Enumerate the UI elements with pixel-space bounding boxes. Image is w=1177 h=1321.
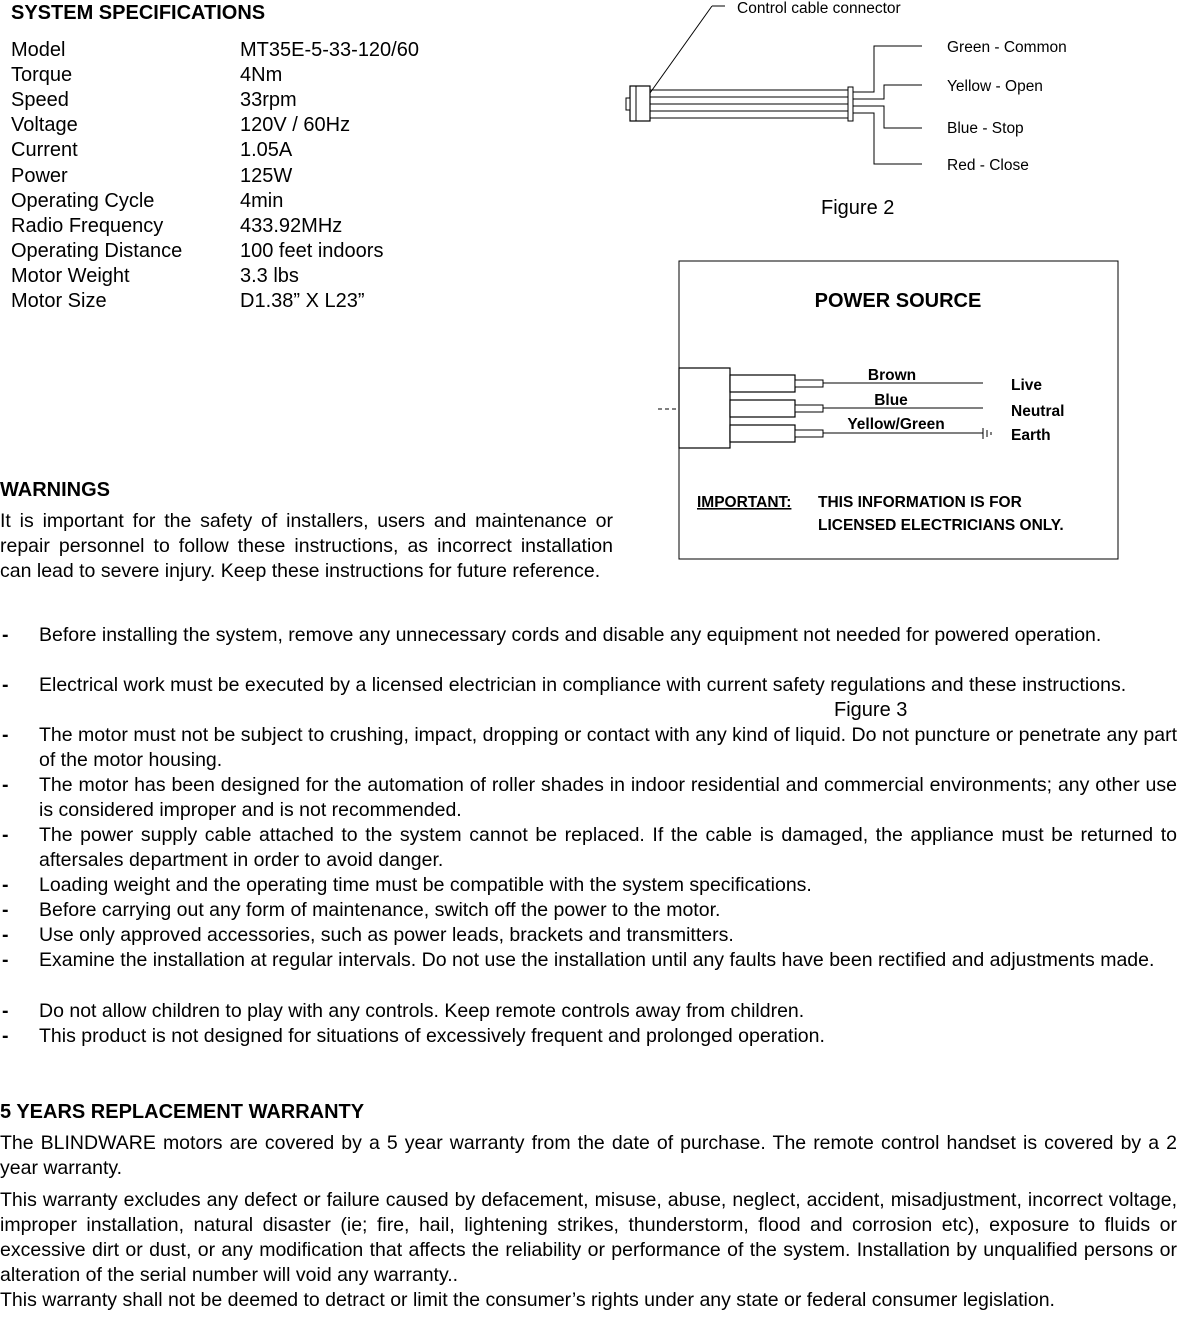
warning-text: The motor must not be subject to crushing, impact, dropping or contact with any kind of liquid. Do not puncture or penetrate any part of the motor housing. (39, 724, 1177, 771)
warnings-heading: WARNINGS (0, 479, 110, 501)
spec-value: 125W (240, 165, 293, 187)
important-label: IMPORTANT: (697, 494, 792, 511)
bullet-dash: - (2, 624, 9, 646)
ferrule (795, 380, 823, 387)
connector-tab (626, 98, 630, 110)
cable-sleeve-blue (730, 400, 795, 417)
warranty-heading: 5 YEARS REPLACEMENT WARRANTY (0, 1101, 365, 1123)
warning-text: The power supply cable attached to the system cannot be replaced. If the cable is damaged, the appliance must be returned to aftersales department in order to avoid danger. (39, 824, 1177, 871)
spec-value: 4min (240, 190, 284, 212)
figure2-diagram (600, 0, 1177, 180)
bullet-dash: - (2, 674, 9, 696)
warning-text: Before installing the system, remove any unnecessary cords and disable any equipment not needed for powered operation. (39, 624, 1102, 646)
spec-label: Operating Cycle (11, 190, 155, 212)
spec-value: 4Nm (240, 64, 283, 86)
spec-label: Model (11, 39, 66, 61)
warnings-intro: It is important for the safety of installers, users and maintenance or repair personnel to follow these instructions, as incorrect installation can lead to severe injury. Keep these instructions for future reference. (0, 510, 613, 582)
connector-label: Control cable connector (737, 0, 901, 17)
ferrule (795, 430, 823, 437)
spec-value: 1.05A (240, 139, 293, 161)
warning-text: The motor has been designed for the automation of roller shades in indoor residential and commercial environments; any other use is considered improper and is not recommended. (39, 774, 1177, 821)
spec-label: Torque (11, 64, 73, 86)
spec-label: Radio Frequency (11, 215, 164, 237)
connector-pointer-line (645, 6, 712, 100)
spec-label: Power (11, 165, 68, 187)
warning-text: Examine the installation at regular intervals. Do not use the installation until any faults have been rectified and adjustments made. (39, 949, 1155, 971)
terminal-live: Live (1011, 377, 1043, 394)
bullet-dash: - (2, 1000, 9, 1022)
wire-ferrule (848, 87, 853, 121)
warranty-paragraph: The BLINDWARE motors are covered by a 5 year warranty from the date of purchase. The remote control handset is covered by a 2 year warranty. (0, 1132, 1177, 1179)
bullet-dash: - (2, 949, 9, 971)
spec-label: Operating Distance (11, 240, 183, 262)
spec-value: D1.38” X L23” (240, 290, 365, 312)
warning-text: Do not allow children to play with any controls. Keep remote controls away from children. (39, 1000, 805, 1022)
spec-label: Speed (11, 89, 69, 111)
bullet-dash: - (2, 724, 9, 746)
spec-value: 120V / 60Hz (240, 114, 351, 136)
warning-text: Before carrying out any form of maintenance, switch off the power to the motor. (39, 899, 721, 921)
spec-label: Motor Size (11, 290, 107, 312)
spec-value: 33rpm (240, 89, 297, 111)
important-line-1: THIS INFORMATION IS FOR (818, 494, 1022, 511)
bullet-dash: - (2, 924, 9, 946)
bullet-dash: - (2, 899, 9, 921)
wire-blue (853, 106, 922, 128)
warning-text: Use only approved accessories, such as power leads, brackets and transmitters. (39, 924, 734, 946)
terminal-neutral: Neutral (1011, 403, 1065, 420)
spec-value: 433.92MHz (240, 215, 343, 237)
figure3-caption: Figure 3 (834, 699, 908, 721)
bullet-dash: - (2, 874, 9, 896)
warning-text: Loading weight and the operating time must be compatible with the system specifications. (39, 874, 812, 896)
connector-body (630, 86, 650, 121)
spec-label: Current (11, 139, 78, 161)
warranty-paragraph: This warranty excludes any defect or failure caused by defacement, misuse, abuse, neglect, accident, misadjustment, incorrect voltage, improper installation, natural disaster (ie; fire, hail, lightening strikes, thunderstorm, flood and corrosion etc), exposure to fluids or excessive dirt or dust, or any modification that affects the reliability or performance of the system. Installation by unqualified persons or alteration of the serial number will void any warranty.. (0, 1189, 1177, 1286)
specs-heading: SYSTEM SPECIFICATIONS (11, 2, 266, 24)
warranty-paragraph: This warranty shall not be deemed to detract or limit the consumer’s rights under any state or federal consumer legislation. (0, 1289, 1055, 1311)
wire-color-yellow-green: Yellow/Green (847, 416, 945, 433)
spec-label: Voltage (11, 114, 78, 136)
warning-text: Electrical work must be executed by a licensed electrician in compliance with current safety regulations and these instructions. (39, 674, 1127, 696)
bullet-dash: - (2, 824, 9, 846)
bullet-dash: - (2, 1025, 9, 1047)
wire-label-blue: Blue - Stop (947, 120, 1024, 137)
cable-sleeve-brown (730, 375, 795, 392)
power-source-title: POWER SOURCE (814, 290, 982, 312)
important-line-2: LICENSED ELECTRICIANS ONLY. (818, 517, 1064, 534)
figure2-caption: Figure 2 (821, 197, 895, 219)
wire-label-red: Red - Close (947, 157, 1029, 174)
wire-color-blue: Blue (874, 392, 908, 409)
spec-value: MT35E-5-33-120/60 (240, 39, 419, 61)
wire-label-green: Green - Common (947, 39, 1067, 56)
figure3-diagram (650, 258, 1130, 563)
wire-red (853, 113, 922, 164)
plug-block (679, 368, 730, 448)
terminal-earth: Earth (1011, 427, 1051, 444)
wire-label-yellow: Yellow - Open (947, 78, 1043, 95)
warning-text: This product is not designed for situations of excessively frequent and prolonged operation. (39, 1025, 825, 1047)
spec-label: Motor Weight (11, 265, 130, 287)
spec-value: 3.3 lbs (240, 265, 299, 287)
ferrule (795, 405, 823, 412)
wire-color-brown: Brown (867, 367, 917, 384)
bullet-dash: - (2, 774, 9, 796)
spec-value: 100 feet indoors (240, 240, 384, 262)
cable-sleeve-earth (730, 425, 795, 442)
